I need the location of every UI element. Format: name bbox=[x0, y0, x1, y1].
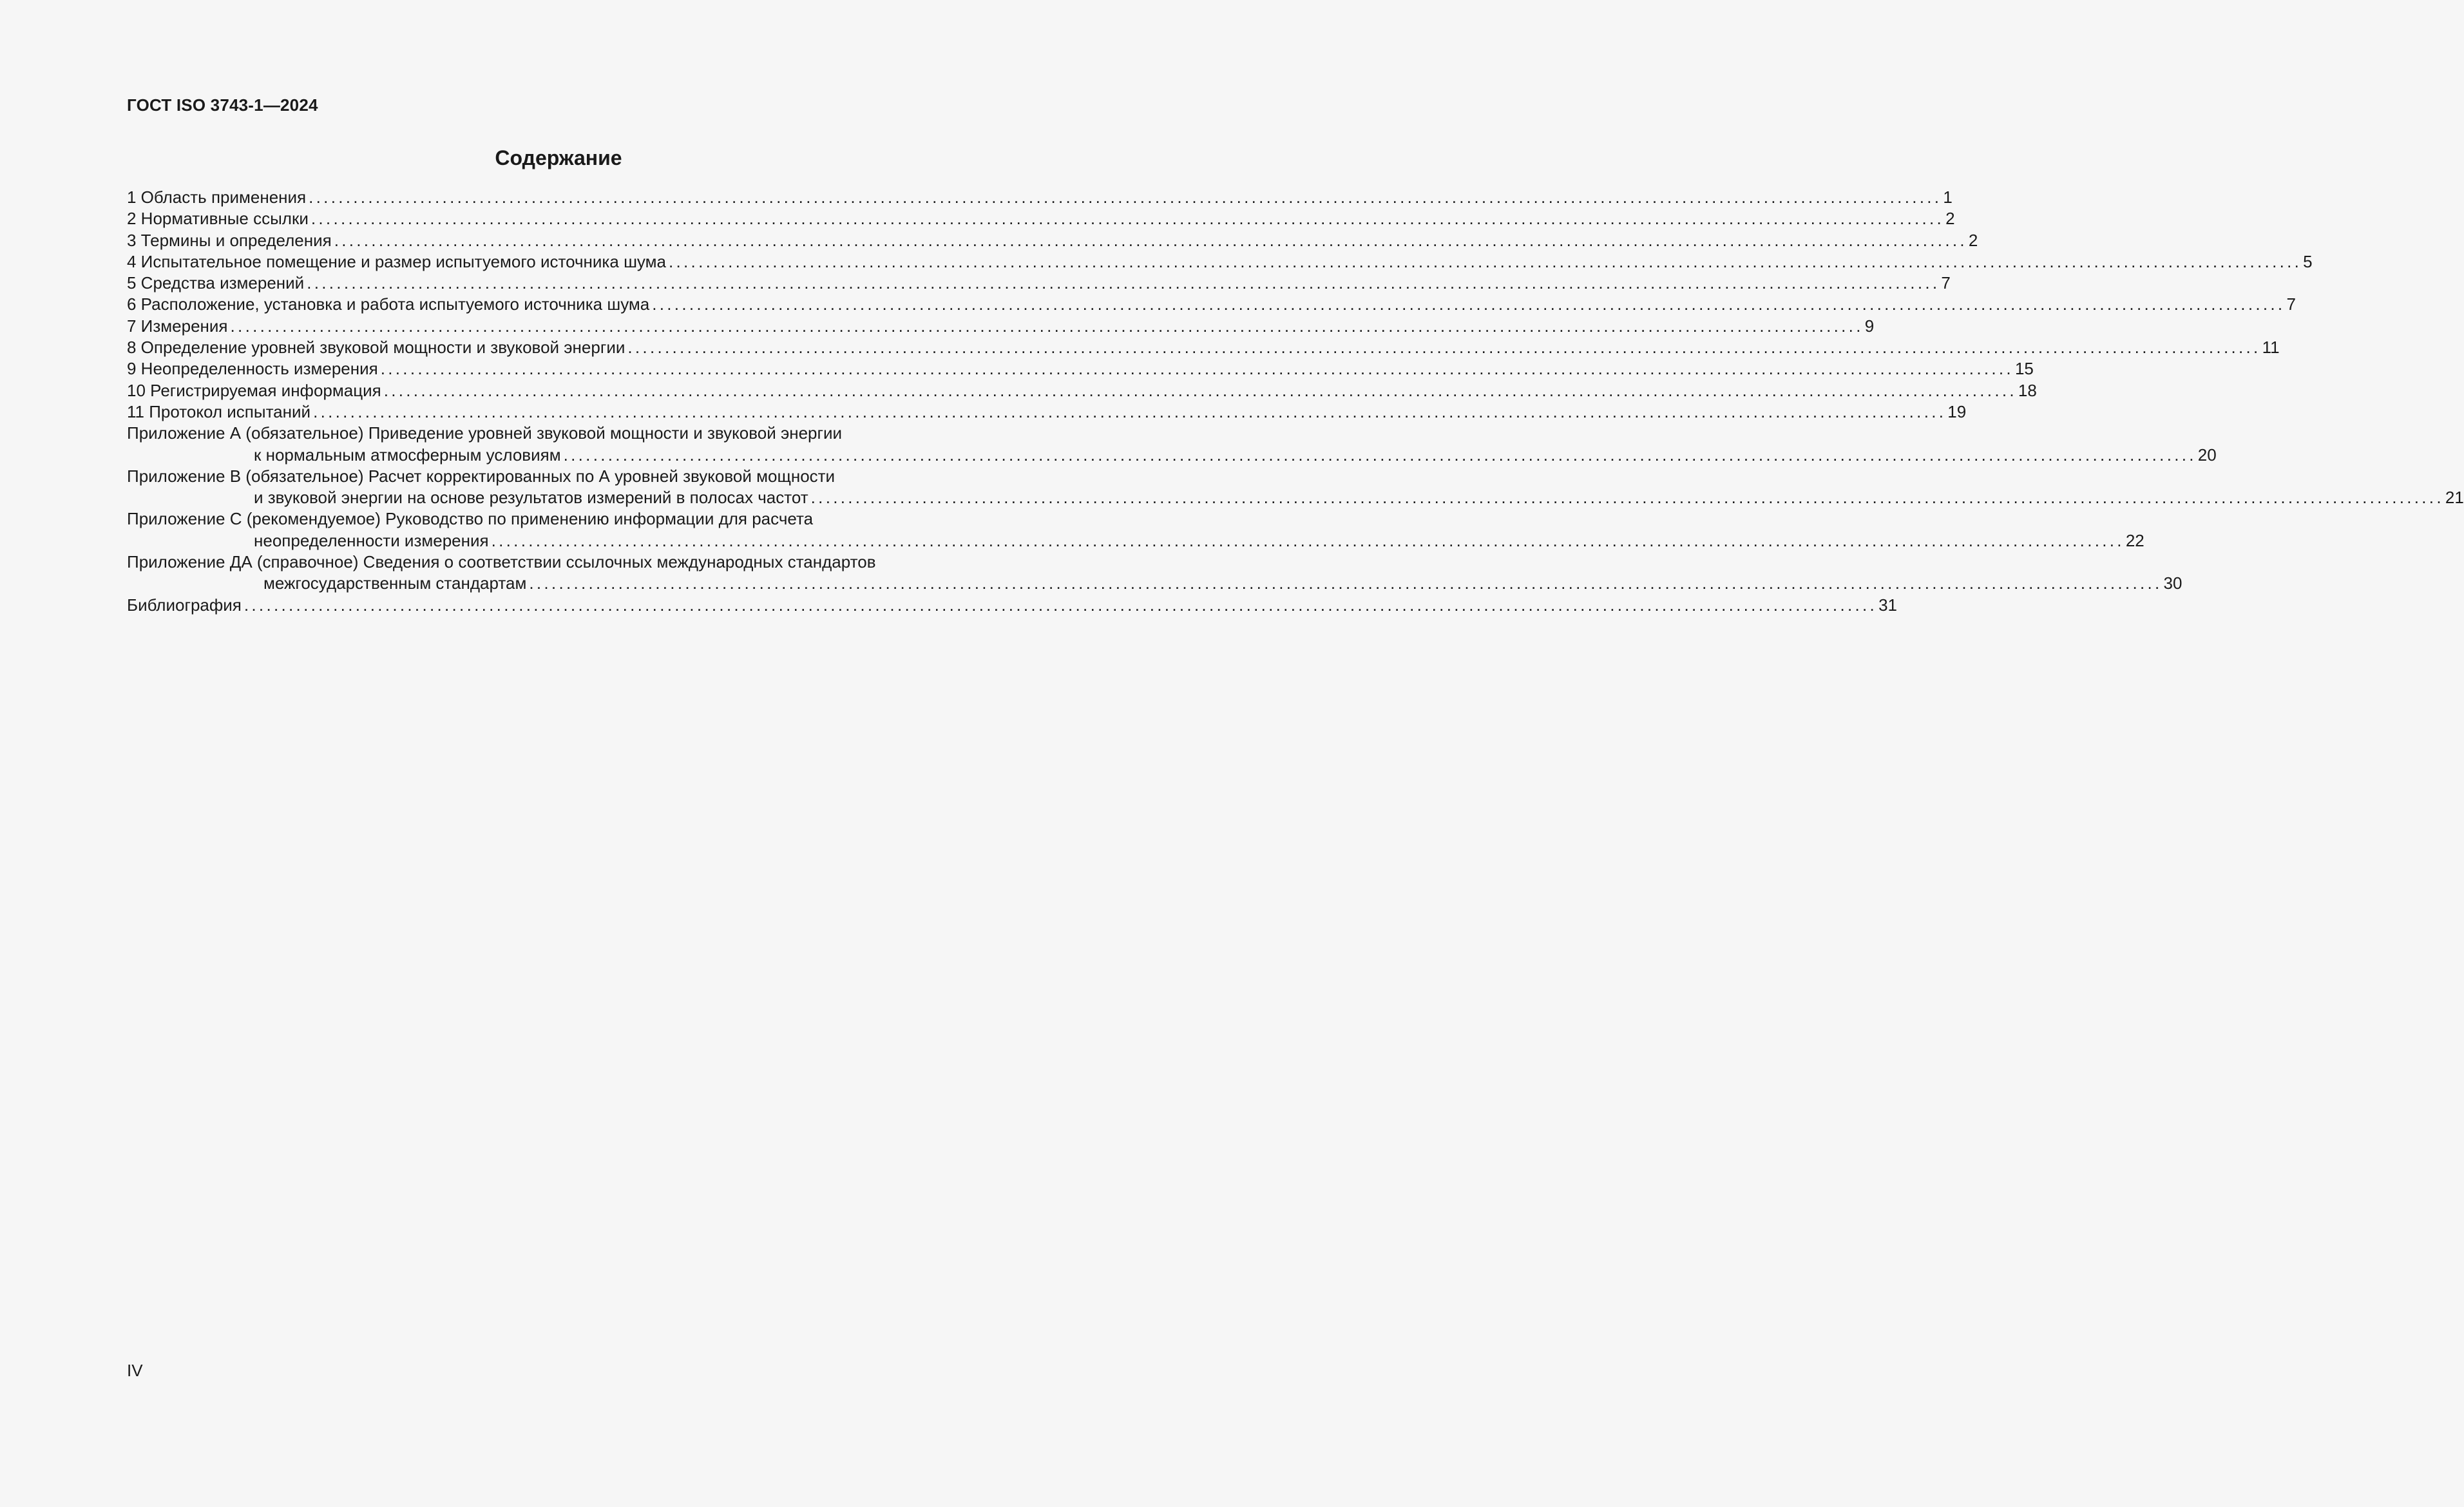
toc-bibliography-entry[interactable] bbox=[127, 595, 1897, 616]
toc-annex-entry[interactable] bbox=[127, 573, 2182, 594]
toc-leader-dots: ............................................................................................................................................................................................................................ bbox=[313, 401, 1947, 421]
toc-entry-page: 19 bbox=[1947, 401, 1967, 421]
toc-entry-page: 21 bbox=[2445, 488, 2464, 508]
toc-leader-dots: ............................................................................................................................................................................................................................ bbox=[652, 294, 2286, 314]
toc-entry-page: 31 bbox=[1878, 595, 1897, 615]
toc-entry-text: 8 Определение уровней звуковой мощности и звуковой энергии bbox=[127, 338, 626, 358]
toc-entry-page: 30 bbox=[2163, 573, 2182, 593]
toc-leader-dots: ............................................................................................................................................................................................................................ bbox=[309, 187, 1942, 207]
toc-entry-text: 3 Термины и определения bbox=[127, 230, 332, 250]
toc-entry-page: 15 bbox=[2014, 359, 2034, 379]
toc-entry[interactable] bbox=[127, 401, 1967, 423]
toc-entry[interactable] bbox=[127, 251, 2313, 273]
toc-entry-text: 6 Расположение, установка и работа испытуемого источника шума bbox=[127, 294, 650, 314]
toc-leader-dots: ............................................................................................................................................................................................................................ bbox=[334, 230, 1967, 250]
toc-leader-dots: ............................................................................................................................................................................................................................ bbox=[668, 251, 2302, 271]
toc-annex-title: Приложение В (обязательное) Расчет корректированных по А уровней звуковой мощности bbox=[127, 466, 836, 486]
toc-leader-dots: ............................................................................................................................................................................................................................ bbox=[310, 209, 1945, 229]
toc-entry-text: 4 Испытательное помещение и размер испытуемого источника шума bbox=[127, 251, 666, 271]
toc-entry[interactable] bbox=[127, 294, 2296, 315]
toc-entry[interactable] bbox=[127, 380, 2037, 401]
toc-leader-dots: ............................................................................................................................................................................................................................ bbox=[383, 380, 2017, 400]
toc-entry[interactable] bbox=[127, 337, 2280, 358]
toc-leader-dots: ............................................................................................................................................................................................................................ bbox=[380, 359, 2014, 379]
toc-leader-dots: ............................................................................................................................................................................................................................ bbox=[307, 273, 1940, 293]
toc-leader-dots: ............................................................................................................................................................................................................................ bbox=[230, 316, 1864, 336]
toc-entry[interactable] bbox=[127, 208, 1955, 229]
toc-title: Содержание bbox=[495, 146, 622, 169]
toc-entry[interactable] bbox=[127, 230, 1978, 251]
toc-entry-page: 9 bbox=[1864, 316, 1875, 336]
table-of-contents bbox=[127, 187, 2464, 616]
toc-entry-text: 11 Протокол испытаний bbox=[127, 401, 311, 421]
toc-entry-text: 9 Неопределенность измерения bbox=[127, 359, 378, 379]
toc-entry-text: 2 Нормативные ссылки bbox=[127, 209, 309, 229]
toc-leader-dots: ............................................................................................................................................................................................................................ bbox=[627, 338, 2261, 358]
toc-leader-dots: ............................................................................................................................................................................................................................ bbox=[244, 595, 1878, 615]
toc-entry-page: 2 bbox=[1968, 230, 1978, 250]
toc-entry-page: 7 bbox=[1941, 273, 1951, 293]
document-code: ГОСТ ISO 3743-1—2024 bbox=[127, 95, 318, 115]
toc-leader-dots: ............................................................................................................................................................................................................................ bbox=[529, 573, 2163, 593]
toc-annex-subtitle: межгосударственным стандартам bbox=[263, 573, 527, 593]
toc-entry[interactable] bbox=[127, 273, 1951, 294]
toc-entry[interactable] bbox=[127, 187, 1953, 208]
toc-entry-text: 10 Регистрируемая информация bbox=[127, 380, 381, 400]
toc-entry-page: 1 bbox=[1943, 187, 1953, 207]
toc-entry-page: 22 bbox=[2125, 530, 2144, 550]
toc-entry-page: 7 bbox=[2286, 294, 2296, 314]
page-number: IV bbox=[127, 1361, 143, 1380]
toc-leader-dots: ............................................................................................................................................................................................................................ bbox=[563, 445, 2197, 465]
toc-entry[interactable] bbox=[127, 358, 2034, 379]
toc-annex-subtitle: к нормальным атмосферным условиям bbox=[254, 445, 561, 465]
toc-annex-title: Приложение С (рекомендуемое) Руководство по применению информации для расчета bbox=[127, 509, 814, 529]
toc-entry-page: 11 bbox=[2262, 338, 2280, 358]
toc-annex-heading[interactable] bbox=[127, 508, 989, 530]
toc-entry-text: 5 Средства измерений bbox=[127, 273, 305, 293]
toc-annex-subtitle: и звуковой энергии на основе результатов измерений в полосах частот bbox=[254, 488, 808, 508]
toc-annex-entry[interactable] bbox=[127, 445, 2217, 466]
toc-entry-page: 20 bbox=[2197, 445, 2217, 465]
toc-annex-heading[interactable] bbox=[127, 466, 989, 487]
toc-annex-heading[interactable] bbox=[127, 423, 989, 444]
toc-entry[interactable] bbox=[127, 316, 1875, 337]
toc-annex-title: Приложение А (обязательное) Приведение уровней звуковой мощности и звуковой энергии bbox=[127, 423, 843, 443]
toc-entry-text: 1 Область применения bbox=[127, 187, 307, 207]
toc-entry-text: 7 Измерения bbox=[127, 316, 228, 336]
toc-annex-entry[interactable] bbox=[127, 530, 2144, 552]
toc-entry-page: 5 bbox=[2303, 251, 2313, 271]
toc-leader-dots: ............................................................................................................................................................................................................................ bbox=[491, 530, 2125, 550]
toc-entry-text: Библиография bbox=[127, 595, 242, 615]
toc-entry-page: 18 bbox=[2018, 380, 2037, 400]
toc-entry-page: 2 bbox=[1945, 209, 1955, 229]
toc-annex-title: Приложение ДА (справочное) Сведения о соответствии ссылочных международных стандартов bbox=[127, 552, 876, 572]
toc-leader-dots: ............................................................................................................................................................................................................................ bbox=[810, 488, 2444, 508]
toc-annex-heading[interactable] bbox=[127, 552, 989, 573]
toc-annex-entry[interactable] bbox=[127, 487, 2464, 508]
toc-annex-subtitle: неопределенности измерения bbox=[254, 530, 489, 550]
